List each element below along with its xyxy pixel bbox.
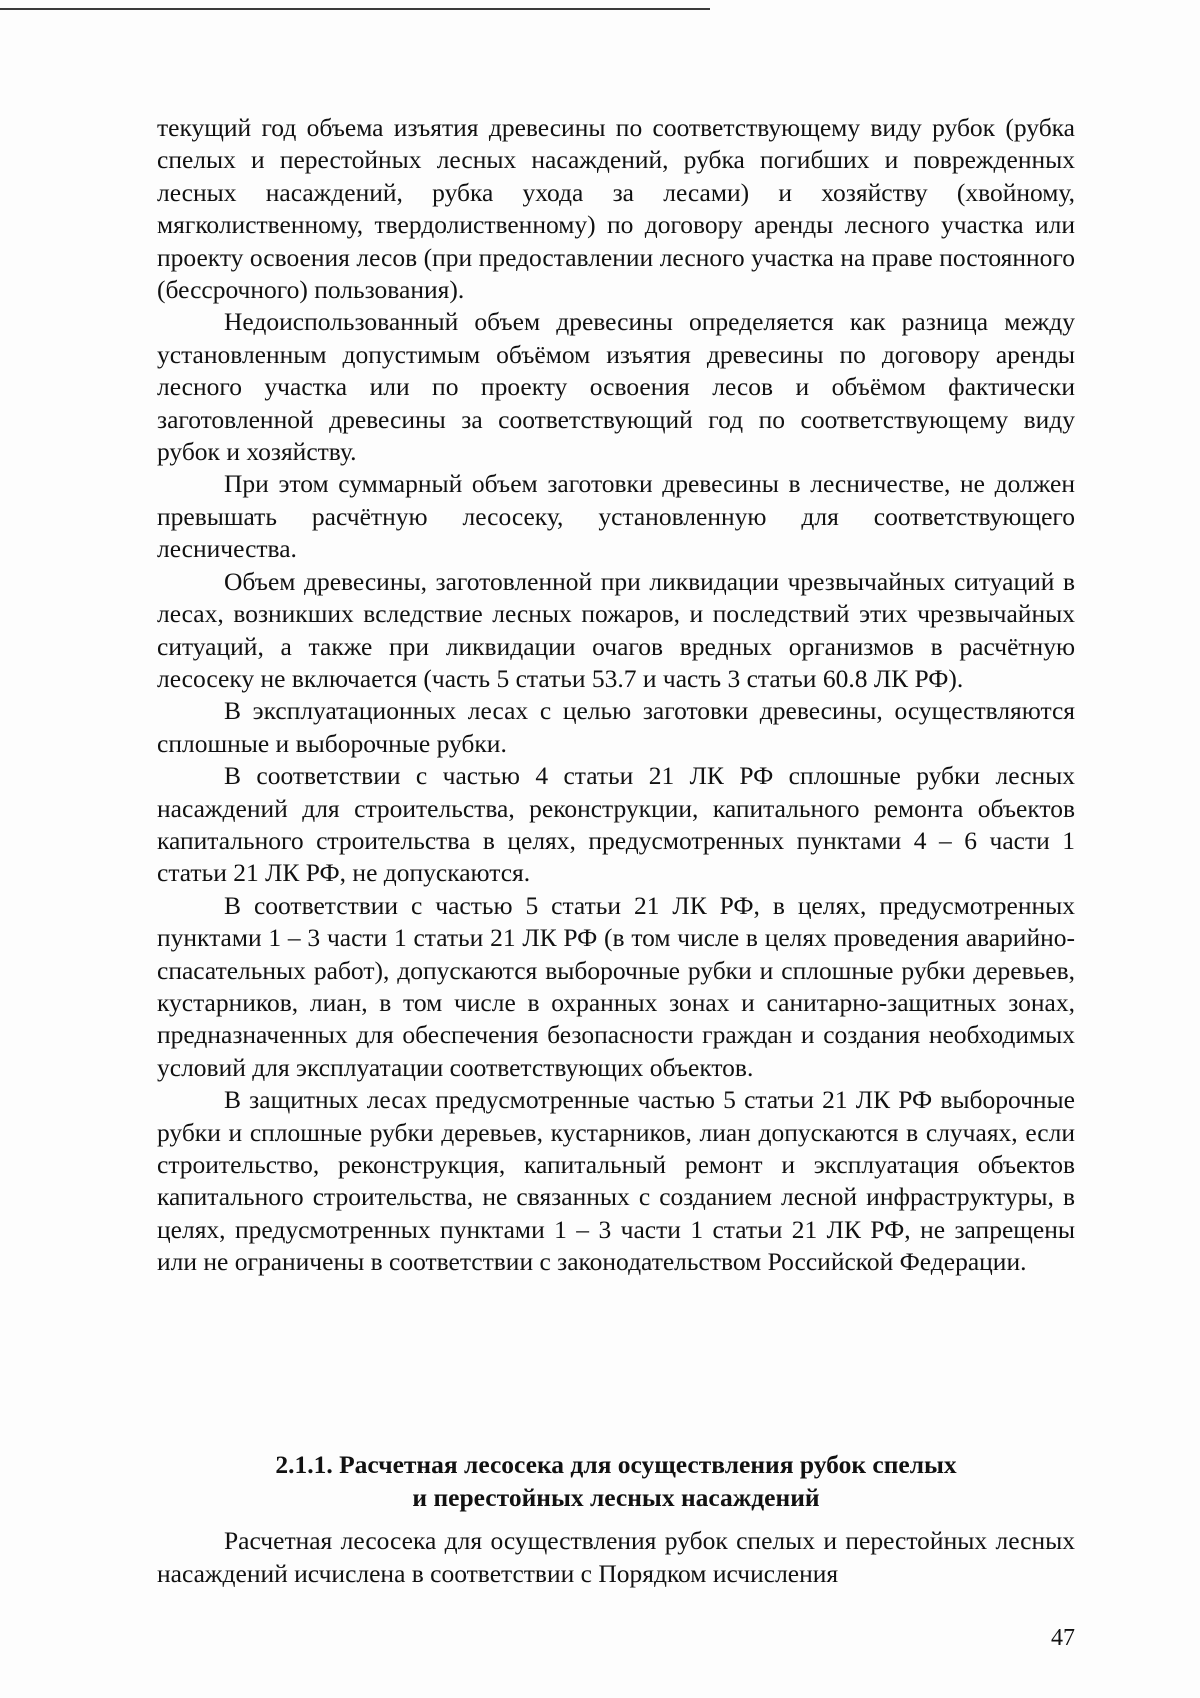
section-heading-line-2: и перестойных лесных насаждений xyxy=(412,1483,820,1512)
body-text xyxy=(157,112,1075,1279)
paragraph-5: В эксплуатационных лесах с целью заготовки древесины, осуществляются сплошные и выборочные рубки. xyxy=(157,696,1075,758)
section-heading xyxy=(157,1448,1075,1514)
paragraph-2: Недоиспользованный объем древесины определяется как разница между установленным допустимым объёмом изъятия древесины по договору аренды лесного участка или по проекту освоения лесов и объёмом фактически заготовленной древесины за соответствующий год по соответствующему виду рубок и хозяйству. xyxy=(157,307,1075,467)
tail-paragraph: Расчетная лесосека для осуществления рубок спелых и перестойных лесных насаждений исчислена в соответствии с Порядком исчисления xyxy=(157,1526,1075,1588)
paragraph-7: В соответствии с частью 5 статьи 21 ЛК РФ, в целях, предусмотренных пунктами 1 – 3 части 1 статьи 21 ЛК РФ (в том числе в целях проведения аварийно-спасательных работ), допускаются выборочные рубки и сплошные рубки деревьев, кустарников, лиан, в том числе в охранных зонах и санитарно-защитных зонах, предназначенных для обеспечения безопасности граждан и создания необходимых условий для эксплуатации соответствующих объектов. xyxy=(157,890,1075,1082)
paragraph-6: В соответствии с частью 4 статьи 21 ЛК РФ сплошные рубки лесных насаждений для строительства, реконструкции, капитального ремонта объектов капитального строительства в целях, предусмотренных пунктами 4 – 6 части 1 статьи 21 ЛК РФ, не допускаются. xyxy=(157,761,1075,888)
tail-text xyxy=(157,1524,1075,1590)
paragraph-1: текущий год объема изъятия древесины по соответствующему виду рубок (рубка спелых и перестойных лесных насаждений, рубка погибших и поврежденных лесных насаждений, рубка ухода за лесами) и хозяйству (хвойному, мягколиственному, твердолиственному) по договору аренды лесного участка или проекту освоения лесов (при предоставлении лесного участка на праве постоянного (бессрочного) пользования). xyxy=(157,113,1075,305)
section-heading-line-1: 2.1.1. Расчетная лесосека для осуществления рубок спелых xyxy=(275,1450,957,1479)
top-rule xyxy=(0,8,710,10)
paragraph-8: В защитных лесах предусмотренные частью 5 статьи 21 ЛК РФ выборочные рубки и сплошные рубки деревьев, кустарников, лиан допускаются в случаях, если строительство, реконструкция, капитальный ремонт и эксплуатация объектов капитального строительства, не связанных с созданием лесной инфраструктуры, в целях, предусмотренных пунктами 1 – 3 части 1 статьи 21 ЛК РФ, не запрещены или не ограничены в соответствии с законодательством Российской Федерации. xyxy=(157,1085,1075,1277)
paragraph-4: Объем древесины, заготовленной при ликвидации чрезвычайных ситуаций в лесах, возникших вследствие лесных пожаров, и последствий этих чрезвычайных ситуаций, а также при ликвидации очагов вредных организмов в расчётную лесосеку не включается (часть 5 статьи 53.7 и часть 3 статьи 60.8 ЛК РФ). xyxy=(157,566,1075,693)
page-number: 47 xyxy=(1051,1625,1075,1651)
paragraph-3: При этом суммарный объем заготовки древесины в лесничестве, не должен превышать расчётную лесосеку, установленную для соответствующего лесничества. xyxy=(157,469,1075,564)
